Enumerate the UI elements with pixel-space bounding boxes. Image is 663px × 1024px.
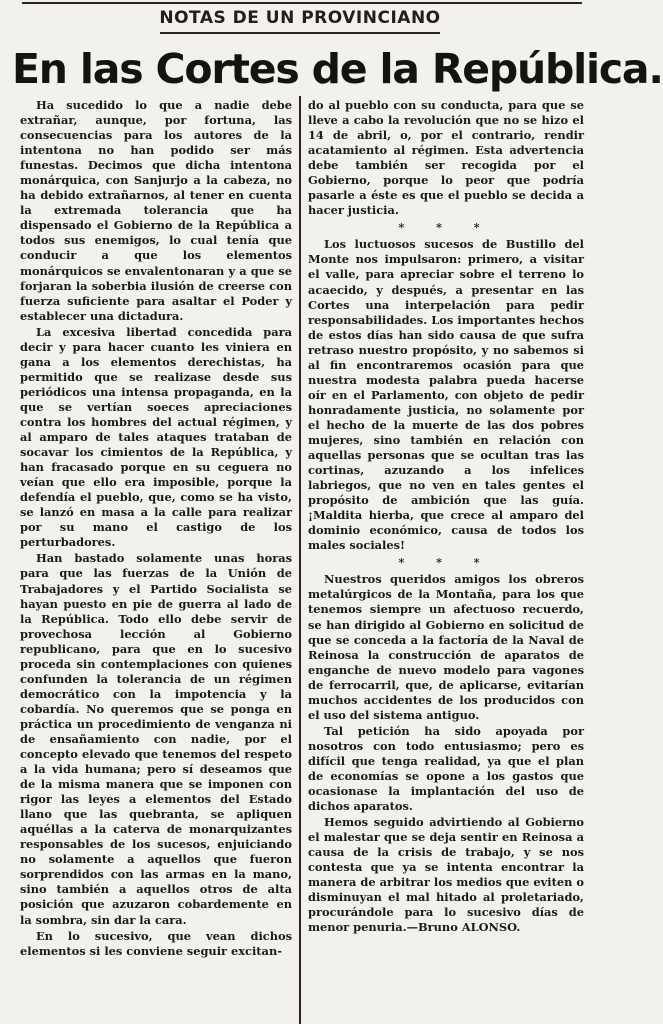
top-rule	[22, 2, 582, 4]
right-paragraph-metalurgicos: Nuestros queridos amigos los obreros metalúrgicos de la Montaña, para los que tenemos siempre un afectuoso recuerdo, se han dirigido al Gobierno en solicitud de que se conceda a la factoría de la Naval de Reinosa la construcción de aparatos de enganche de nuevo modelo para vagones de ferrocarril, que, de aplicarse, evitarían muchos accidentes de los producidos con el uso del sistema antiguo.	[308, 572, 584, 722]
separator-stars-1: * * *	[398, 221, 494, 235]
right-column	[308, 98, 584, 1024]
right-paragraph-peticion: Tal petición ha sido apoyada por nosotros con todo entusiasmo; pero es difícil que tenga realidad, ya que el plan de economías se opone a los gastos que ocasionase la implantación del uso de dichos aparatos.	[308, 723, 584, 814]
column-divider	[299, 96, 301, 1024]
right-paragraph-bustillo: Los luctuosos sucesos de Bustillo del Monte nos impulsaron: primero, a visitar el valle, para apreciar sobre el terreno lo acaecido, y después, a presentar en las Cortes una interpelación para pedir responsabilidades. Los importantes hechos de estos días han sido causa de que sufra retraso nuestro propósito, y no sabemos si al fin encontraremos ocasión para que nuestra modesta palabra pueda hacerse oír en el Parlamento, con objeto de pedir honradamente justicia, no solamente por el hecho de la muerte de las dos pobres mujeres, sino también en relación con aquellas personas que se ocultan tras las cortinas, azuzando a los infelices labriegos, que no ven en tales gentes el propósito de ambición que las guía. ¡Maldita hierba, que crece al amparo del dominio económico, causa de todos los males sociales!	[308, 237, 584, 553]
left-paragraph-2: La excesiva libertad concedida para decir y para hacer cuanto les viniera en gana a los elementos derechistas, ha permitido que se realizase desde sus periódicos una intensa propaganda, en la que se vertían soeces apreciaciones contra los hombres del actual régimen, y al amparo de tales ataques trataban de socavar los cimientos de la República, y han fracasado porque en su ceguera no veían que ello era imposible, porque la defendía el pueblo, que, como se ha visto, se lanzó en masa a la calle para realizar por su mano el castigo de los perturbadores.	[20, 324, 292, 550]
right-paragraph-reinosa	[308, 815, 584, 935]
left-paragraph-1: Ha sucedido lo que a nadie debe extrañar, aunque, por fortuna, las consecuencias para los autores de la intentona no han podido ser más funestas. Decimos que dicha intentona monárquica, con Sanjurjo a la cabeza, no ha debido extrañarnos, al tener en cuenta la extremada tolerancia que ha dispensado el Gobierno de la República a todos sus enemigos, lo cual tenía que conducir a que los elementos monárquicos se envalentonaran y a que se forjaran la soberbia ilusión de creerse con fuerza suficiente para asaltar el Poder y establecer una dictadura.	[20, 98, 292, 323]
right-paragraph-continued: do al pueblo con su conducta, para que se lleve a cabo la revolución que no se hizo el 14 de abril, o, por el contrario, rendir acatamiento al régimen. Esta advertencia debe también ser recogida por el Gobierno, porque lo peor que podría pasarle a éste es que el pueblo se decida a hacer justicia.	[308, 98, 584, 218]
headline: En las Cortes de la República.	[12, 45, 663, 93]
author-signature: —Bruno ALONSO.	[406, 920, 521, 935]
left-paragraph-3: Han bastado solamente unas horas para que las fuerzas de la Unión de Trabajadores y el Partido Socialista se hayan puesto en pie de guerra al lado de la República. Todo ello debe servir de provechosa lección al Gobierno republicano, para que en lo sucesivo proceda sin contemplaciones con quienes confunden la tolerancia de un régimen democrático con la impotencia y la cobardía. No queremos que se ponga en práctica un procedimiento de venganza ni de ensañamiento con nadie, por el concepto elevado que tenemos del respeto a la vida humana; pero sí deseamos que de la misma manera que se imponen con rigor las leyes a elementos del Estado llano que las quebranta, se apliquen aquéllas a la caterva de monarquizantes responsables de los sucesos, enjuiciando no solamente a aquellos que fueron sorprendidos con las armas en la mano, sino también a aquellos otros de alta posición que azuzaron cobardemente en la sombra, sin dar la cara.	[20, 551, 292, 927]
section-title: NOTAS DE UN PROVINCIANO	[159, 8, 441, 28]
left-paragraph-4: En lo sucesivo, que vean dichos elementos si les conviene seguir excitan-	[20, 928, 292, 958]
left-column	[20, 98, 292, 1024]
separator-stars-2: * * *	[398, 556, 494, 570]
section-title-underline	[160, 32, 440, 34]
right-paragraph-reinosa-text: Hemos seguido advirtiendo al Gobierno el malestar que se deja sentir en Reinosa a causa de la crisis de trabajo, y se nos contesta que ya se intenta encontrar la manera de arbitrar los medios que eviten o disminuyan el mal hitado al proletariado, procurándole para lo sucesivo días de menor penuria.	[308, 815, 584, 935]
